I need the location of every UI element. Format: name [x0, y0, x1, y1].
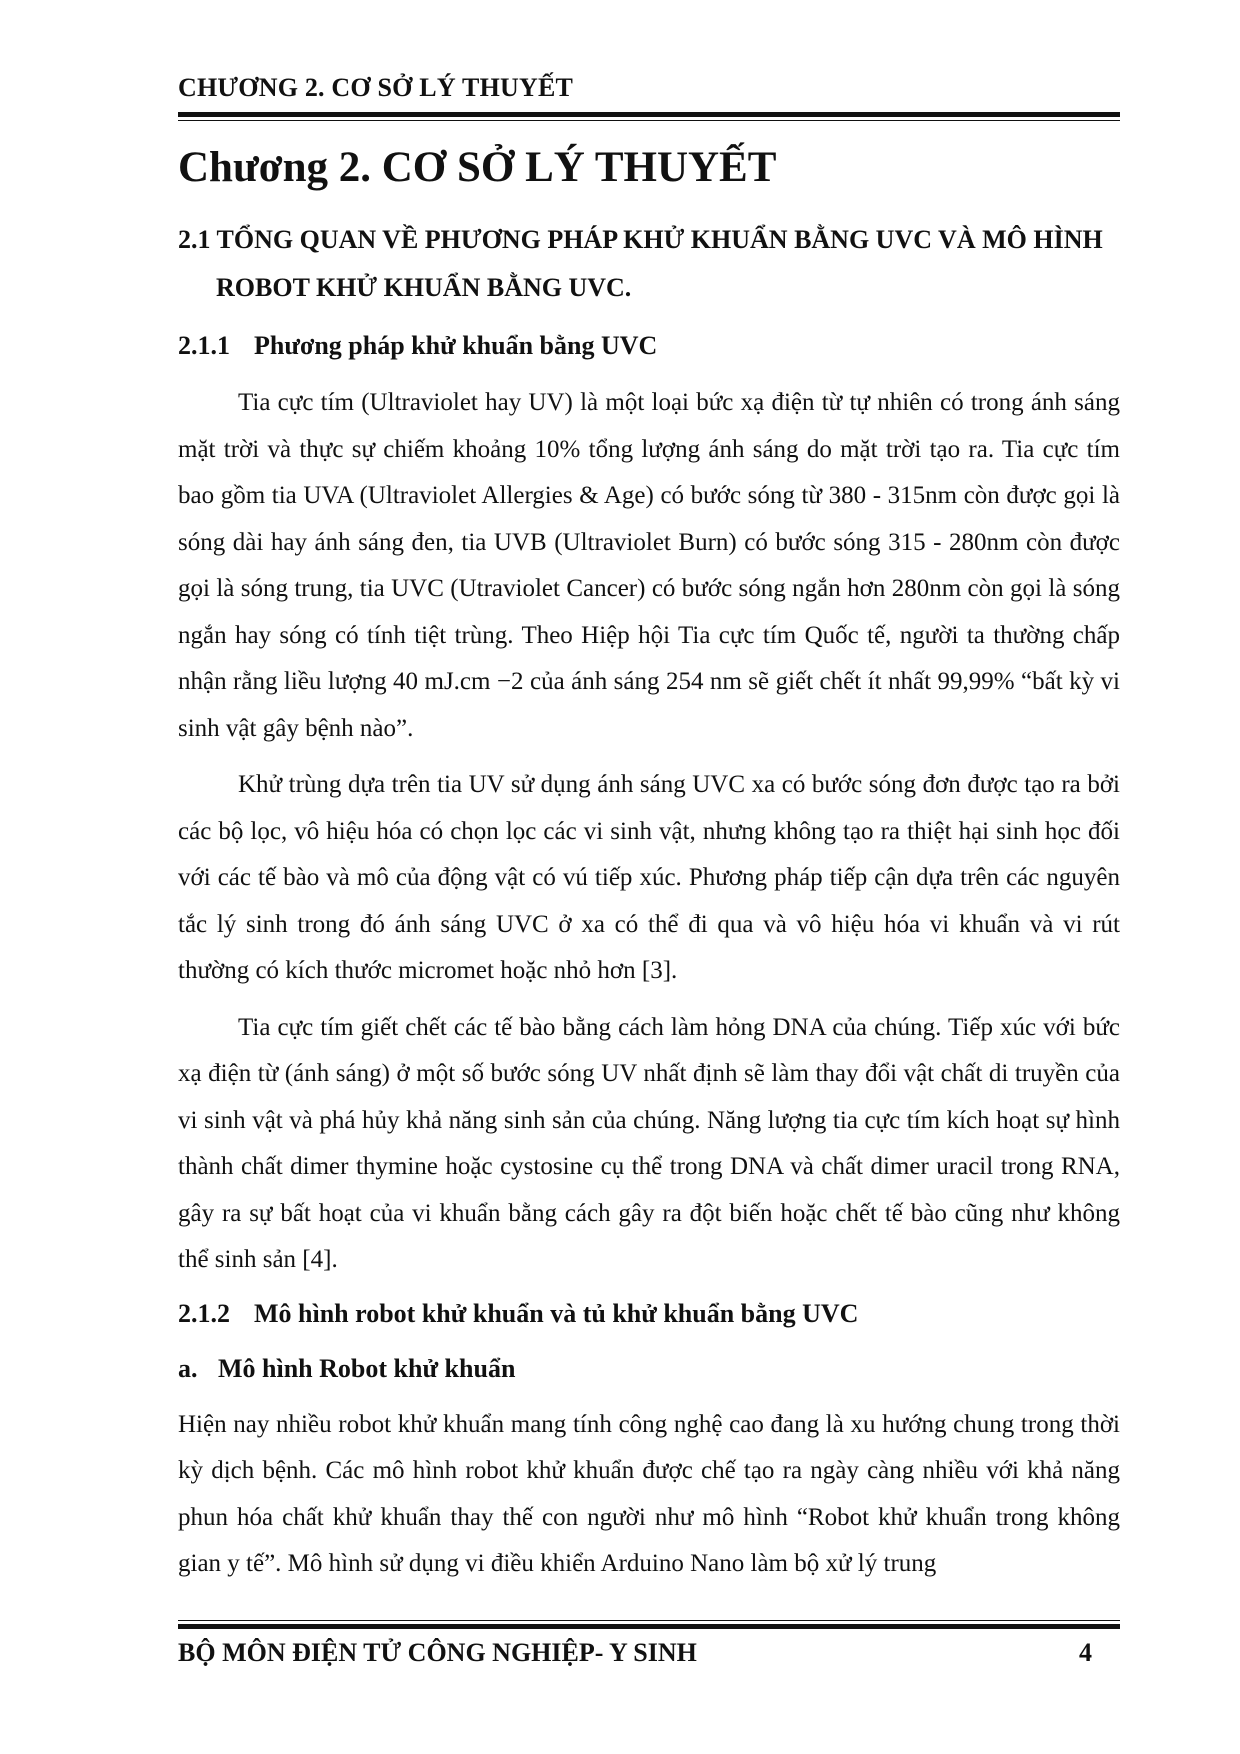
paragraph-uv-overview: Tia cực tím (Ultraviolet hay UV) là một loại bức xạ điện từ tự nhiên có trong ánh sáng mặt trời và thực sự chiếm khoảng 10% tổng lượng ánh sáng do mặt trời tạo ra. Tia cực tím bao gồm tia UVA (Ultraviolet Allergies & Age) có bước sóng từ 380 - 315nm còn được gọi là sóng dài hay ánh sáng đen, tia UVB (Ultraviolet Burn) có bước sóng 315 - 280nm còn được gọi là sóng trung, tia UVC (Utraviolet Cancer) có bước sóng ngắn hơn 280nm còn gọi là sóng ngắn hay sóng có tính tiệt trùng. Theo Hiệp hội Tia cực tím Quốc tế, người ta thường chấp nhận rằng liều lượng 40 mJ.cm −2 của ánh sáng 254 nm sẽ giết chết ít nhất 99,99% “bất kỳ vi sinh vật gây bệnh nào”.: [178, 389, 1120, 742]
footer-row: [178, 1635, 1120, 1671]
subsection-number: 2.1.1: [178, 331, 230, 360]
footer-rule-thin: [178, 1620, 1120, 1621]
subsection-title: Mô hình robot khử khuẩn và tủ khử khuẩn bằng UVC: [254, 1298, 859, 1328]
item-title: Mô hình Robot khử khuẩn: [218, 1353, 516, 1383]
paragraph-dna-damage: Tia cực tím giết chết các tế bào bằng cách làm hỏng DNA của chúng. Tiếp xúc với bức xạ điện từ (ánh sáng) ở một số bước sóng UV nhất định sẽ làm thay đổi vật chất di truyền của vi sinh vật và phá hủy khả năng sinh sản của chúng. Năng lượng tia cực tím kích hoạt sự hình thành chất dimer thymine hoặc cystosine cụ thể trong DNA và chất dimer uracil trong RNA, gây ra sự bất hoạt của vi khuẩn bằng cách gây ra đột biến hoặc chết tế bào cũng như không thể sinh sản [4].: [178, 1013, 1120, 1273]
item-label: a.: [178, 1353, 198, 1383]
subsection-heading-2-1-2: [178, 1294, 1120, 1334]
subsection-heading-2-1-1: [178, 326, 1120, 366]
footer-department: BỘ MÔN ĐIỆN TỬ CÔNG NGHIỆP- Y SINH: [178, 1638, 697, 1667]
page-content: [178, 138, 1120, 1598]
header-rule-thick: [178, 112, 1120, 117]
subsection-title: Phương pháp khử khuẩn bằng UVC: [254, 331, 658, 360]
footer-rule-thick: [178, 1624, 1120, 1629]
page-footer: [178, 1620, 1120, 1671]
header-rule-thin: [178, 120, 1120, 121]
chapter-title: Chương 2. CƠ SỞ LÝ THUYẾT: [178, 144, 777, 191]
page-header: [178, 70, 1120, 121]
paragraph-uvc-disinfection: Khử trùng dựa trên tia UV sử dụng ánh sáng UVC xa có bước sóng đơn được tạo ra bởi các bộ lọc, vô hiệu hóa có chọn lọc các vi sinh vật, nhưng không tạo ra thiệt hại sinh học đối với các tế bào và mô của động vật có vú tiếp xúc. Phương pháp tiếp cận dựa trên các nguyên tắc lý sinh trong đó ánh sáng UVC ở xa có thể đi qua và vô hiệu hóa vi khuẩn và vi rút thường có kích thước micromet hoặc nhỏ hơn [3].: [178, 771, 1120, 984]
page-number: 4: [1079, 1638, 1092, 1667]
paragraph-robot-models: Hiện nay nhiều robot khử khuẩn mang tính công nghệ cao đang là xu hướng chung trong thời kỳ dịch bệnh. Các mô hình robot khử khuẩn được chế tạo ra ngày càng nhiều với khả năng phun hóa chất khử khuẩn thay thế con người như mô hình “Robot khử khuẩn trong không gian y tế”. Mô hình sử dụng vi điều khiển Arduino Nano làm bộ xử lý trung: [178, 1410, 1120, 1577]
item-heading-a: [178, 1348, 1120, 1390]
running-header-title: CHƯƠNG 2. CƠ SỞ LÝ THUYẾT: [178, 73, 574, 102]
subsection-number: 2.1.2: [178, 1298, 230, 1328]
section-title: 2.1 TỔNG QUAN VỀ PHƯƠNG PHÁP KHỬ KHUẨN BẰNG UVC VÀ MÔ HÌNH ROBOT KHỬ KHUẨN BẰNG UVC.: [178, 225, 1103, 302]
